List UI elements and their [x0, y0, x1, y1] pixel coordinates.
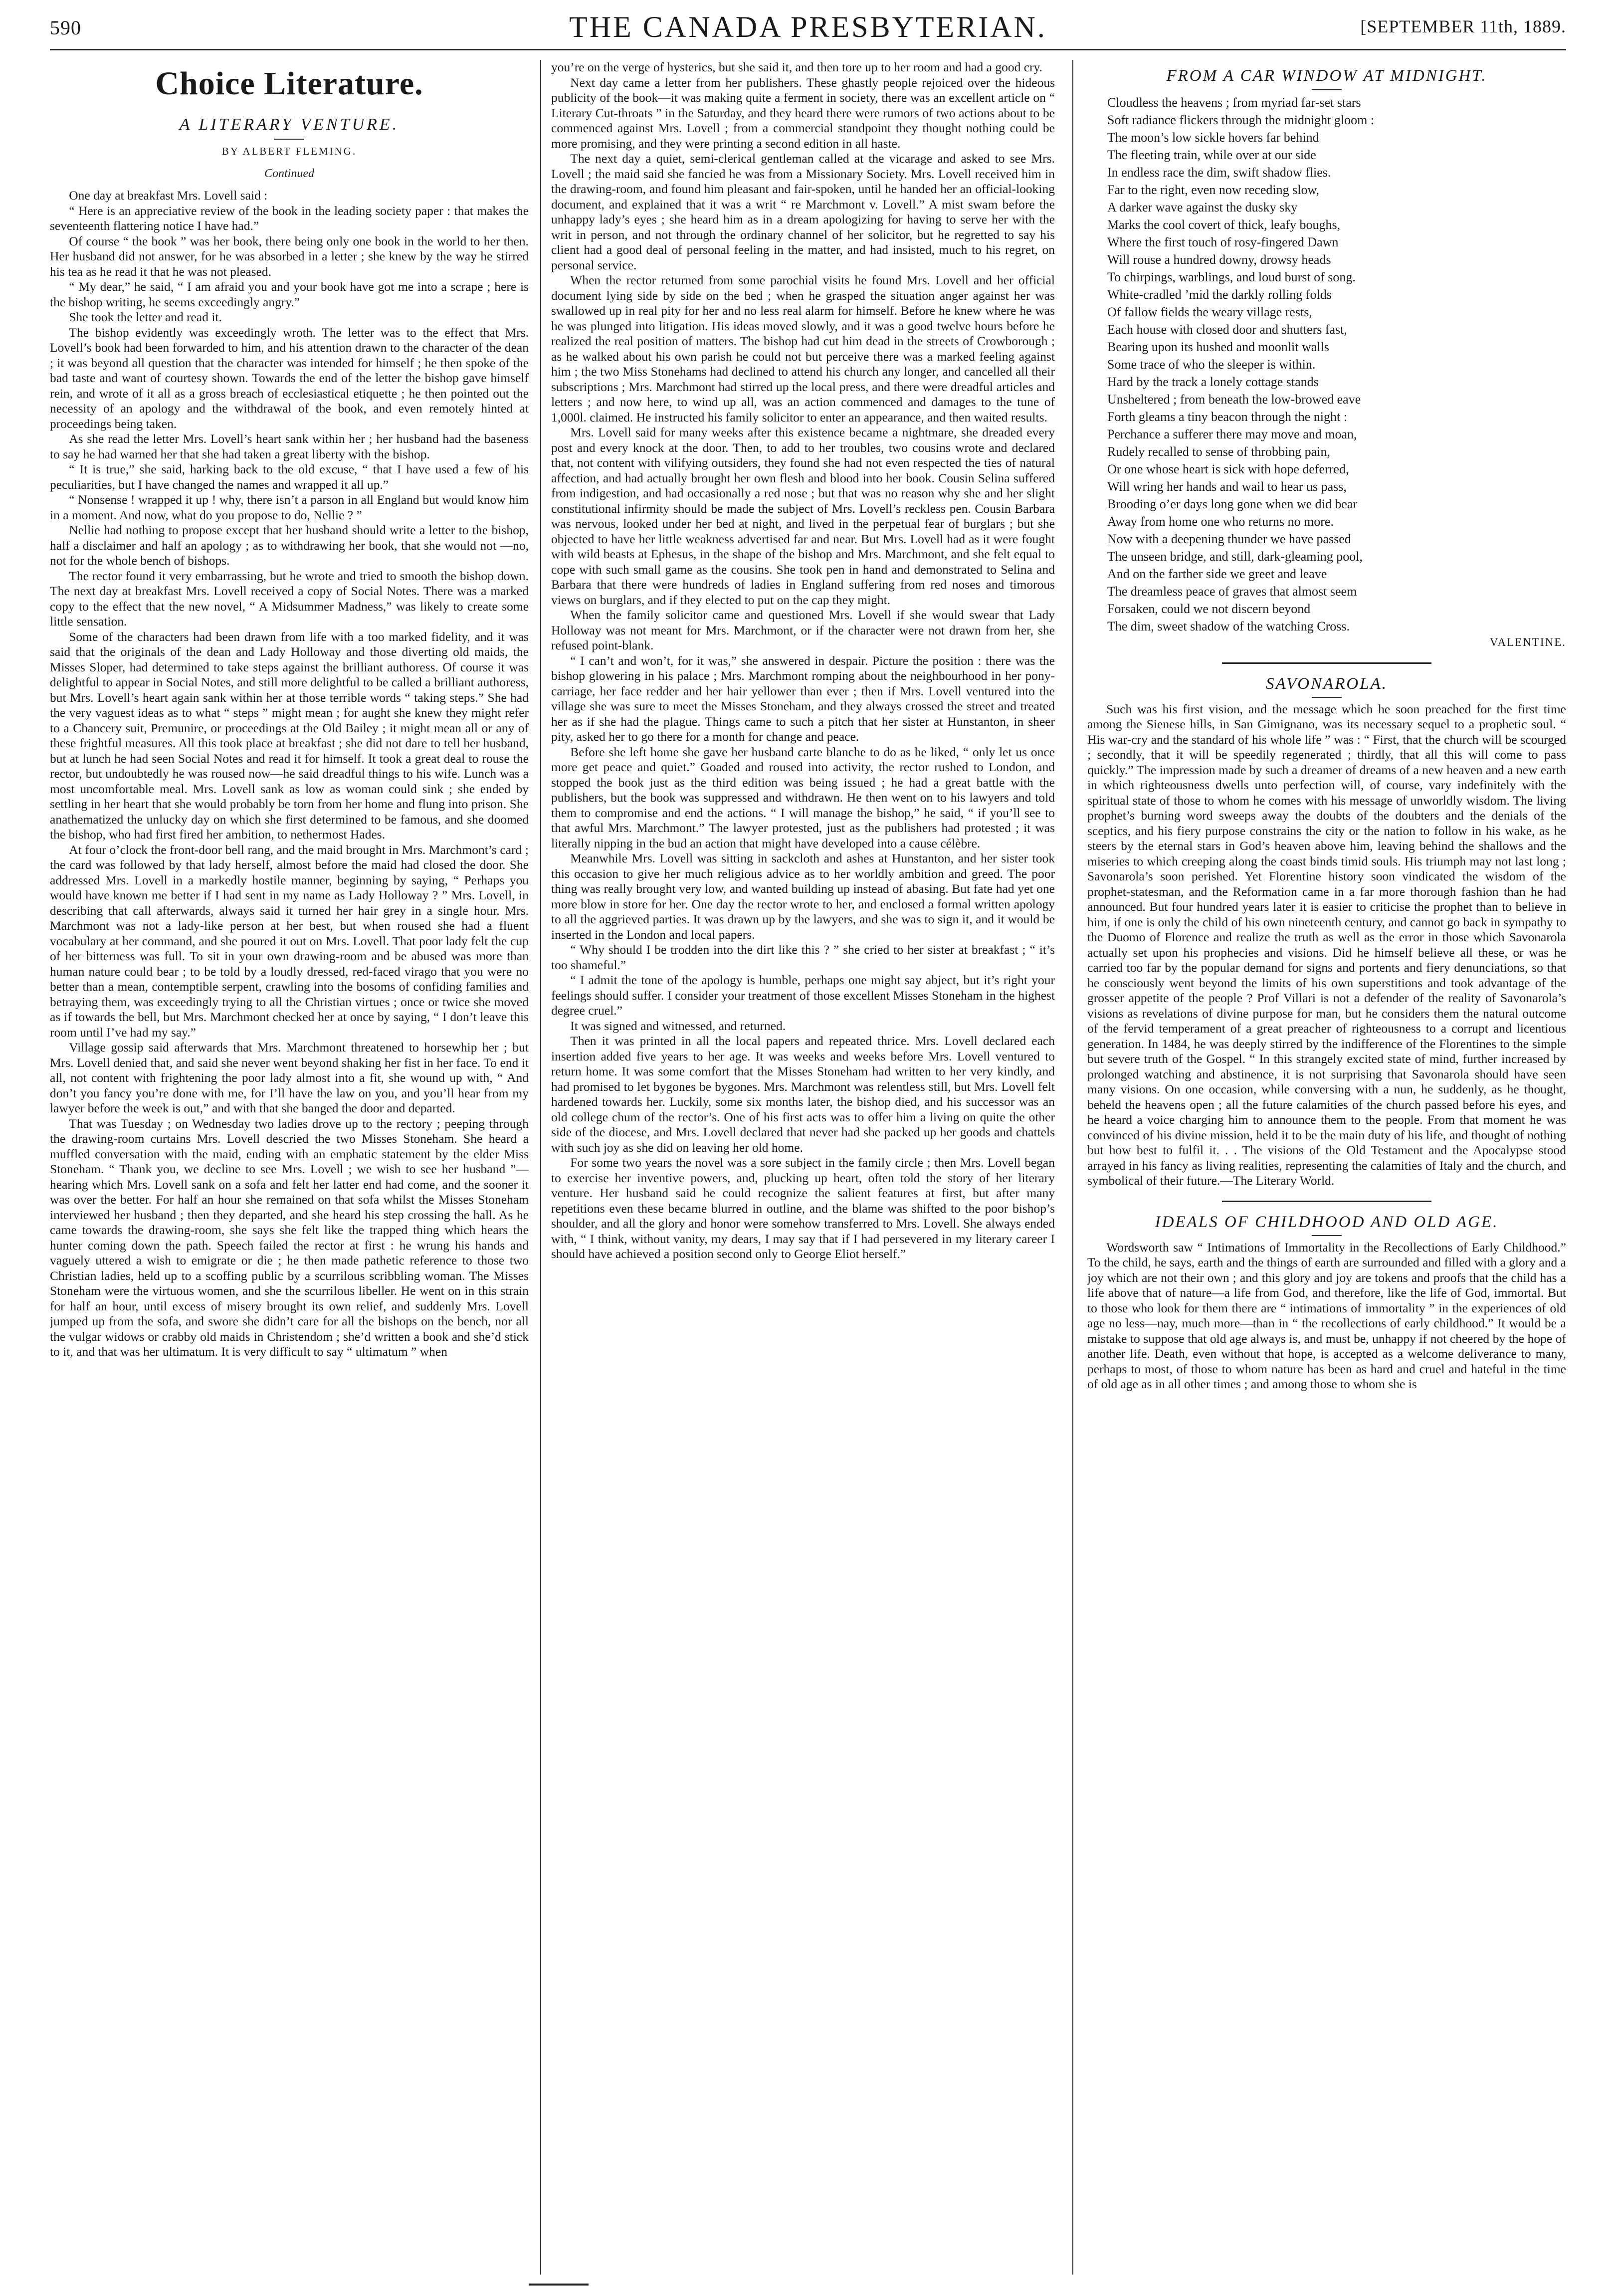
column-middle: [551, 60, 1055, 2255]
paragraph: As she read the letter Mrs. Lovell’s heart sank within her ; her husband had the baseness to say he had warned her that she had taken a great liberty with the bishop.: [50, 431, 529, 461]
poem-line: Forsaken, could we not discern beyond: [1107, 602, 1311, 616]
page-number: 590: [50, 16, 81, 39]
poem-line: Hard by the track a lonely cottage stands: [1107, 375, 1319, 389]
poem-line: Of fallow fields the weary village rests,: [1107, 305, 1312, 319]
paragraph: When the rector returned from some parochial visits he found Mrs. Lovell and her official document lying side by side on the bed ; when he grasped the situation anger against her was swallowed up in real pity for her and no less real alarm for himself. Before he knew where he was he was plunged into litigation. His ideas moved slowly, and it was a good twelve hours before he realized the real position of matters. The bishop had cut him dead in the streets of Crowborough ; as he walked about his own parish he could not but perceive there was a marked feeling against him ; the two Miss Stonehams had declined to attend his church any longer, and cancelled all their subscriptions ; Mrs. Marchmont had stirred up the local press, and there were dreadful articles and letters ; and now here, to wind up all, was an action commenced and damages to the tune of 1,000l. claimed. He instructed his family solicitor to enter an appearance, and then waited results.: [551, 273, 1055, 424]
poem-line: Some trace of who the sleeper is within.: [1107, 357, 1316, 372]
paragraph: “ Why should I be trodden into the dirt like this ? ” she cried to her sister at breakfast ; “ it’s too shameful.”: [551, 942, 1055, 972]
paragraph: Meanwhile Mrs. Lovell was sitting in sackcloth and ashes at Hunstanton, and her sister took this occasion to give her much religious advice as to her worldly ambition and greed. The poor thing was really brought very low, and wanted building up instead of abasing. But fate had yet one more blow in store for her. One day the rector wrote to her, and enclosed a formal written apology to all the aggrieved parties. It was drawn up by the lawyers, and she was to sign it, and it would be inserted in the London and local papers.: [551, 851, 1055, 942]
issue-date: [SEPTEMBER 11th, 1889.: [1360, 16, 1566, 36]
poem-line: Will rouse a hundred downy, drowsy heads: [1107, 252, 1331, 267]
column-right: [1087, 60, 1566, 2255]
poem-line: A darker wave against the dusky sky: [1107, 200, 1298, 214]
paragraph: Wordsworth saw “ Intimations of Immortality in the Recollections of Early Childhood.” To the child, he says, earth and the things of earth are surrounded and filled with a glory and a joy which are not their own ; and this glory and joy are tokens and proofs that the child has a life above that of nature—a life from God, and therefore, like the life of God, immortal. But to those who look for them there are “ intimations of immortality ” in the experiences of old age no less—nay, much more—than in “ the recollections of early childhood.” It would be a mistake to suppose that old age always is, and must be, unhappy if not cheered by the hope of another life. Death, even without that hope, is accepted as a welcome deliverance to many, perhaps to most, of those to whom nature has been as hard and cruel and hateful in the time of old age as in all other times ; and among those to whom she is: [1087, 1240, 1566, 1391]
poem-author: VALENTINE.: [1489, 636, 1566, 648]
paragraph: “ Here is an appreciative review of the book in the leading society paper : that makes the seventeenth flattering notice I have had.”: [50, 203, 529, 233]
column-left: [50, 60, 529, 2255]
poem-line: In endless race the dim, swift shadow flies.: [1107, 165, 1331, 180]
poem-line: Forth gleams a tiny beacon through the night :: [1107, 410, 1347, 424]
paragraph: Mrs. Lovell said for many weeks after this existence became a nightmare, she dreaded every post and every knock at the door. Then, to add to her troubles, two cousins wrote and declared that, not content with vilifying outsiders, they found she had not even respected the ties of natural affection, and had actually brought her own flesh and blood into her book. Cousin Selina suffered from indigestion, and had occasionally a red nose ; but that was no reason why she and her slight constitutional infirmity should be made the subject of Mrs. Lovell’s reckless pen. Cousin Barbara was nervous, looked under her bed at night, and lived in the perpetual fear of burglars ; but she objected to have her little weakness advertised far and near. But Mrs. Lovell had as it were fought with wild beasts at Ephesus, in the shape of the bishop and Mrs. Marchmont, and she felt equal to cope with such small game as the cousins. She took pen in hand and demonstrated to Selina and Barbara that there were hundreds of ladies in England suffering from red noses and timorous views on burglars, and if they elected to put on the cap they might.: [551, 425, 1055, 607]
bottom-rule: [529, 2284, 589, 2286]
poem-line: Bearing upon its hushed and moonlit walls: [1107, 340, 1329, 354]
paragraph: “ Nonsense ! wrapped it up ! why, there isn’t a parson in all England but would know him in a moment. And now, what do you propose to do, Nellie ? ”: [50, 492, 529, 522]
poem-line: Away from home one who returns no more.: [1107, 514, 1334, 529]
section-divider: [1222, 1201, 1431, 1202]
title-rule: [1312, 89, 1342, 90]
poem-line: The dreamless peace of graves that almost seem: [1107, 584, 1357, 599]
poem-line: The moon’s low sickle hovers far behind: [1107, 130, 1319, 145]
paragraph: At four o’clock the front-door bell rang, and the maid brought in Mrs. Marchmont’s card ; the card was followed by that lady herself, almost before the maid had closed the door. She addressed Mrs. Lovell in a markedly hostile manner, beginning by saying, “ Perhaps you would have known me better if I had sent in my name as Lady Holloway ? ” Mrs. Lovell, in describing that call afterwards, always said it turned her hair grey in a single hour. Mrs. Marchmont was not a lady-like person at her best, but when roused she had a fluent vocabulary at her command, and she poured it out on Mrs. Lovell. That poor lady felt the cup of her bitterness was full. To sit in your own drawing-room and be abused was more than human nature could bear ; to be told by a loudly dressed, red-faced virago that you were no better than a mean, contemptible serpent, crawling into the bosoms of confiding families and betraying them, was exceedingly trying to all the Christian virtues ; once or twice she moved as if towards the bell, but Mrs. Marchmont checked her at once by saying, “ I don’t leave this room until I’ve had my say.”: [50, 842, 529, 1040]
poem-line: Will wring her hands and wail to hear us pass,: [1107, 479, 1347, 494]
poem-line: Marks the cool covert of thick, leafy boughs,: [1107, 217, 1341, 232]
column-divider: [1072, 60, 1073, 2275]
paragraph: “ It is true,” she said, harking back to the old excuse, “ that I have used a few of his peculiarities, but I have changed the names and wrapped it all up.”: [50, 462, 529, 492]
poem-line: Unsheltered ; from beneath the low-browed eave: [1107, 392, 1361, 407]
paragraph: Nellie had nothing to propose except that her husband should write a letter to the bishop, half a disclaimer and half an apology ; as to withdrawing her book, that she would not —no, not for the whole bench of bishops.: [50, 523, 529, 568]
poem-line: Or one whose heart is sick with hope deferred,: [1107, 462, 1349, 476]
poem: [1107, 94, 1566, 635]
poem-line: To chirpings, warblings, and loud burst of song.: [1107, 270, 1356, 284]
paragraph: It was signed and witnessed, and returned.: [570, 1018, 786, 1033]
paragraph: The rector found it very embarrassing, but he wrote and tried to smooth the bishop down. The next day at breakfast Mrs. Lovell received a copy of Social Notes. There was a marked copy to the effect that the new novel, “ A Midsummer Madness,” was likely to create some little sensation.: [50, 568, 529, 628]
paragraph: For some two years the novel was a sore subject in the family circle ; then Mrs. Lovell began to exercise her inventive powers, and, plucking up heart, often told the story of her literary venture. Her husband said he could recognize the salient features at first, but after many repetitions even these became blurred in outline, and the blame was shifted to the poor bishop’s shoulder, and all the glory and honor were somehow transferred to Mrs. Lovell. She always ended with, “ I think, without vanity, my dears, I may say that if I had persevered in my literary career I should have achieved a position second only to George Eliot herself.”: [551, 1155, 1055, 1261]
paragraph: The next day a quiet, semi-clerical gentleman called at the vicarage and asked to see Mrs. Lovell ; the maid said she fancied he was from a Missionary Society. Mrs. Lovell received him in the drawing-room, and found him pleasant and fair-spoken, until he handed her an official-looking document, and explained that it was a writ “ re Marchmont v. Lovell.” A mist swam before the unhappy lady’s eyes ; she heard him as in a dream apologizing for having to serve her with the writ in person, and not through the ordinary channel of her solicitor, but he regretted to say his client had a good deal of personal feeling in the matter, and had insisted, much to his regret, on personal service.: [551, 151, 1055, 272]
article-title: A LITERARY VENTURE.: [179, 115, 400, 134]
masthead-rule: [50, 49, 1566, 50]
paragraph: “ My dear,” he said, “ I am afraid you and your book have got me into a scrape ; here is the bishop writing, he seems exceedingly angry.”: [50, 279, 529, 309]
paragraph: you’re on the verge of hysterics, but she said it, and then tore up to her room and had a good cry.: [551, 60, 1043, 74]
article-title: IDEALS OF CHILDHOOD AND OLD AGE.: [1155, 1213, 1499, 1231]
paragraph: Some of the characters had been drawn from life with a too marked fidelity, and it was said that the originals of the dean and Lady Holloway and those diverting old maids, the Misses Sloper, had determined to take steps against the brilliant authoress. Of course it was delightful to appear in Social Notes, and still more delightful to be called a brilliant authoress, but Mrs. Lovell’s heart again sank within her at those terrible words “ taking steps.” She had the very vaguest ideas as to what “ steps ” might mean ; for aught she knew they might refer to a Chancery suit, Premunire, or proceedings at the Old Bailey ; it might mean all or any of these frightful measures. All this took place at breakfast ; she did not dare to tell her husband, but at lunch he had seen Social Notes and read it for himself. It took a great deal to rouse the rector, but undoubtedly he was roused now—he said dreadful things to his wife. Lunch was a most uncomfortable meal. Mrs. Lovell sank as low as woman could sink ; she ended by settling in her heart that she would probably be torn from her home and flung into prison. She anathematized the unlucky day on which she first determined to be famous, and she doomed the bishop, who had first fired her ambition, to nethermost Hades.: [50, 629, 529, 841]
masthead: [50, 10, 1566, 50]
section-heading: Choice Literature.: [155, 65, 423, 102]
paragraph: “ I can’t and won’t, for it was,” she answered in despair. Picture the position : there was the bishop glowering in his palace ; Mrs. Marchmont romping about the neighbourhood in her pony-carriage, her face redder and her hair yellower than ever ; then if Mrs. Lovell ventured into the village she was sure to meet the Misses Stoneham, and they always crossed the street and treated her as if she had the plague. Things came to such a pitch that her sister at Hunstanton, in sheer pity, asked her to go there for a month for change and peace.: [551, 653, 1055, 744]
paragraph: When the family solicitor came and questioned Mrs. Lovell if she would swear that Lady Holloway was not meant for Mrs. Marchmont, or if the character were not drawn from her, she refused point-blank.: [551, 608, 1055, 652]
poem-line: The dim, sweet shadow of the watching Cross.: [1107, 619, 1350, 633]
paragraph: One day at breakfast Mrs. Lovell said :: [69, 188, 268, 203]
byline: BY ALBERT FLEMING.: [221, 145, 357, 157]
paragraph: Next day came a letter from her publishers. These ghastly people rejoiced over the hideous publicity of the book—it was making quite a ferment in society, there was an excellent article on “ Literary Cut-throats ” in the Saturday, and they heard there were rumors of two actions about to be commenced against Mrs. Lovell ; from a commercial standpoint they thought nothing could be more promising, and they were printing a second edition in all haste.: [551, 75, 1055, 151]
poem-line: And on the farther side we greet and leave: [1107, 567, 1327, 581]
title-rule: [1312, 1235, 1342, 1236]
poem-line: The fleeting train, while over at our side: [1107, 148, 1316, 162]
paragraph: That was Tuesday ; on Wednesday two ladies drove up to the rectory ; peeping through the drawing-room curtains Mrs. Lovell descried the two Misses Stoneham. She heard a muffled conversation with the maid, ending with an emphatic statement by the elder Miss Stoneham. “ Thank you, we decline to see Mrs. Lovell ; we wish to see her husband ”—hearing which Mrs. Lovell sank on a sofa and felt her latter end had come, and the sooner it was over the better. For half an hour she remained on that sofa whilst the Misses Stoneham interviewed her husband ; then they departed, and she heard his step crossing the hall. As he came towards the drawing-room, she says she felt like the trapped thing which hears the hunter coming down the path. Speech failed the rector at first : he wrung his hands and vaguely uttered a wish to emigrate or die ; he then made pathetic reference to those two Christian ladies, held up to a scoffing public by a scurrilous scribbling woman. The Misses Stoneham were the virtuous women, and she the scurrilous libeller. He went on in this strain for half an hour, until excess of misery brought its own relief, and suddenly Mrs. Lovell jumped up from the sofa, and swore she didn’t care for all the bishops on the bench, nor all the vulgar widows or crabby old maids in Christendom ; she’d written a book and she’d stick to it, and that was her ultimatum. It is very difficult to say “ ultimatum ” when: [50, 1116, 529, 1359]
paragraph: Then it was printed in all the local papers and repeated thrice. Mrs. Lovell declared each insertion added five years to her age. It was weeks and weeks before Mrs. Lovell ventured to return home. It was some comfort that the Misses Stoneham had written to her very kindly, and had promised to let bygones be bygones. Mrs. Marchmont was relentless still, but Mrs. Lovell felt hardened towards her. Luckily, some six months later, the bishop died, and his successor was an old college chum of the rector’s. One of his first acts was to offer him a living on quite the other side of the diocese, and Mrs. Lovell declared that never had she packed up her goods and chattels with such joy as she did on leaving her old home.: [551, 1034, 1055, 1155]
continued-note: Continued: [264, 167, 314, 180]
paper-title: THE CANADA PRESBYTERIAN.: [569, 10, 1047, 43]
paragraph: The bishop evidently was exceedingly wroth. The letter was to the effect that Mrs. Lovell’s book had been forwarded to him, and his attention drawn to the character of the dean ; it was beyond all question that the character was intended for himself ; he then spoke of the bad taste and want of courtesy shown. Towards the end of the letter the bishop gave himself rein, and wrote of it all as a gross breach of ecclesiastical etiquette ; he then pointed out the necessity of an apology and the withdrawal of the book, and even remotely hinted at proceedings being taken.: [50, 325, 529, 431]
poem-line: Far to the right, even now receding slow,: [1107, 183, 1320, 197]
paragraph: Village gossip said afterwards that Mrs. Marchmont threatened to horsewhip her ; but Mrs. Lovell denied that, and said she never went beyond shaking her fist in her face. To end it all, not content with frightening the poor lady almost into a fit, she wound up with, “ And don’t you fancy you’re done with me, for I’ll have the law on you, and you’ll hear from my lawyer before the week is out,” and with that she banged the door and departed.: [50, 1040, 529, 1115]
poem-line: Brooding o’er days long gone when we did bear: [1107, 497, 1358, 511]
section-divider: [1222, 662, 1431, 664]
poem-line: Each house with closed door and shutters fast,: [1107, 322, 1347, 337]
column-divider: [540, 60, 541, 2275]
poem-line: The unseen bridge, and still, dark-gleaming pool,: [1107, 549, 1363, 564]
poem-line: White-cradled ’mid the darkly rolling folds: [1107, 287, 1332, 302]
paragraph: Of course “ the book ” was her book, there being only one book in the world to her then. Her husband did not answer, for he was absorbed in a letter ; she knew by the way he stirred his tea as he read it that he was not pleased.: [50, 233, 529, 279]
paragraph: Before she left home she gave her husband carte blanche to do as he liked, “ only let us once more get peace and quiet.” Goaded and roused into activity, the rector rushed to London, and stopped the book just as the third edition was being issued ; he had a great battle with the publishers, but the book was suppressed and withdrawn. He then went on to his lawyers and told them to compromise and end the actions. “ I will manage the bishop,” he said, “ if you’ll see to that awful Mrs. Marchmont.” The lawyer protested, just as the publishers had protested ; it was literally nipping in the bud an action that might have developed into a cause célèbre.: [551, 744, 1055, 850]
poem-line: Now with a deepening thunder we have passed: [1107, 532, 1351, 546]
article-title: SAVONAROLA.: [1266, 674, 1388, 693]
poem-line: Where the first touch of rosy-fingered Dawn: [1107, 235, 1339, 249]
title-rule: [274, 139, 304, 140]
poem-line: Perchance a sufferer there may move and moan,: [1107, 427, 1357, 441]
poem-line: Soft radiance flickers through the midnight gloom :: [1107, 113, 1375, 127]
poem-line: Cloudless the heavens ; from myriad far-set stars: [1107, 95, 1361, 110]
poem-line: Rudely recalled to sense of throbbing pain,: [1107, 444, 1330, 459]
paragraph: She took the letter and read it.: [69, 310, 222, 324]
paragraph: Such was his first vision, and the message which he soon preached for the first time among the Sienese hills, in San Gimignano, was its necessary sequel to a prophetic soul. “ His war-cry and the standard of his whole life ” was : “ First, that the church will be scourged ; secondly, that it will be speedily regenerated ; thirdly, that all this will come to pass quickly.” The impression made by such a dreamer of dreams of a new heaven and a new earth in which righteousness dwells unto perfection will, of course, vary indefinitely with the spiritual state of those to whom he comes with his message of unworldly wisdom. The living prophet’s burning word sweeps away the doubts of the doubters and the denials of the sceptics, and his fiery purpose constrains the city or the nation to follow in his wake, as he steers by the eternal stars in God’s heaven above him, leaving behind the shallows and the miseries to which creeping along the coast binds timid souls. His triumph may not last long ; Savonarola’s soon perished. Yet Florentine history soon vindicated the wisdom of the prophet-statesman, and the Reformation came in a far more thorough fashion than he had announced. But four hundred years later it is easier to criticise the prophet than to believe in him, if one is only the child of his own nineteenth century, and cannot go back in sympathy to the Duomo of Florence and realize the truth as well as the error in those which Savonarola actually set upon his prophecies and visions. Did he himself believe all these, or was he carried too far by the popular demand for signs and portents and fiery denunciations, so that he consciously went beyond the limits of his own superstitions and took advantage of the grosser appetite of the people ? Prof Villari is not a defender of the reality of Savonarola’s visions as revelations of divine purpose for man, but he considers them the natural outcome of the fervid temperament of a great preacher of righteousness to a corrupt and licentious generation. In 1484, he was deeply stirred by the indifference of the Florentines to the simple but severe truth of the Gospel. “ In this strangely excited state of mind, further increased by prolonged watching and abstinence, it is not surprising that Savonarola should have seen many visions. On one occasion, while conversing with a nun, he suddenly, as he thought, beheld the heavens open ; all the future calamities of the church passed before his eyes, and he heard a voice charging him to announce them to the people. From that moment he was convinced of his divine mission, held it to be the main duty of his life, and thought of nothing but how best to fulfil it. . . The visions of the Old Testament and the Apocalypse stood arrayed in his fancy as living realities, representing the calamities of Italy and the church, and symbolical of their future.—The Literary World.: [1087, 701, 1566, 1188]
poem-title: FROM A CAR WINDOW AT MIDNIGHT.: [1166, 67, 1487, 85]
paragraph: “ I admit the tone of the apology is humble, perhaps one might say abject, but it’s right your feelings should suffer. I consider your treatment of those excellent Misses Stoneham in the highest degree cruel.”: [551, 973, 1055, 1018]
title-rule: [1312, 697, 1342, 698]
